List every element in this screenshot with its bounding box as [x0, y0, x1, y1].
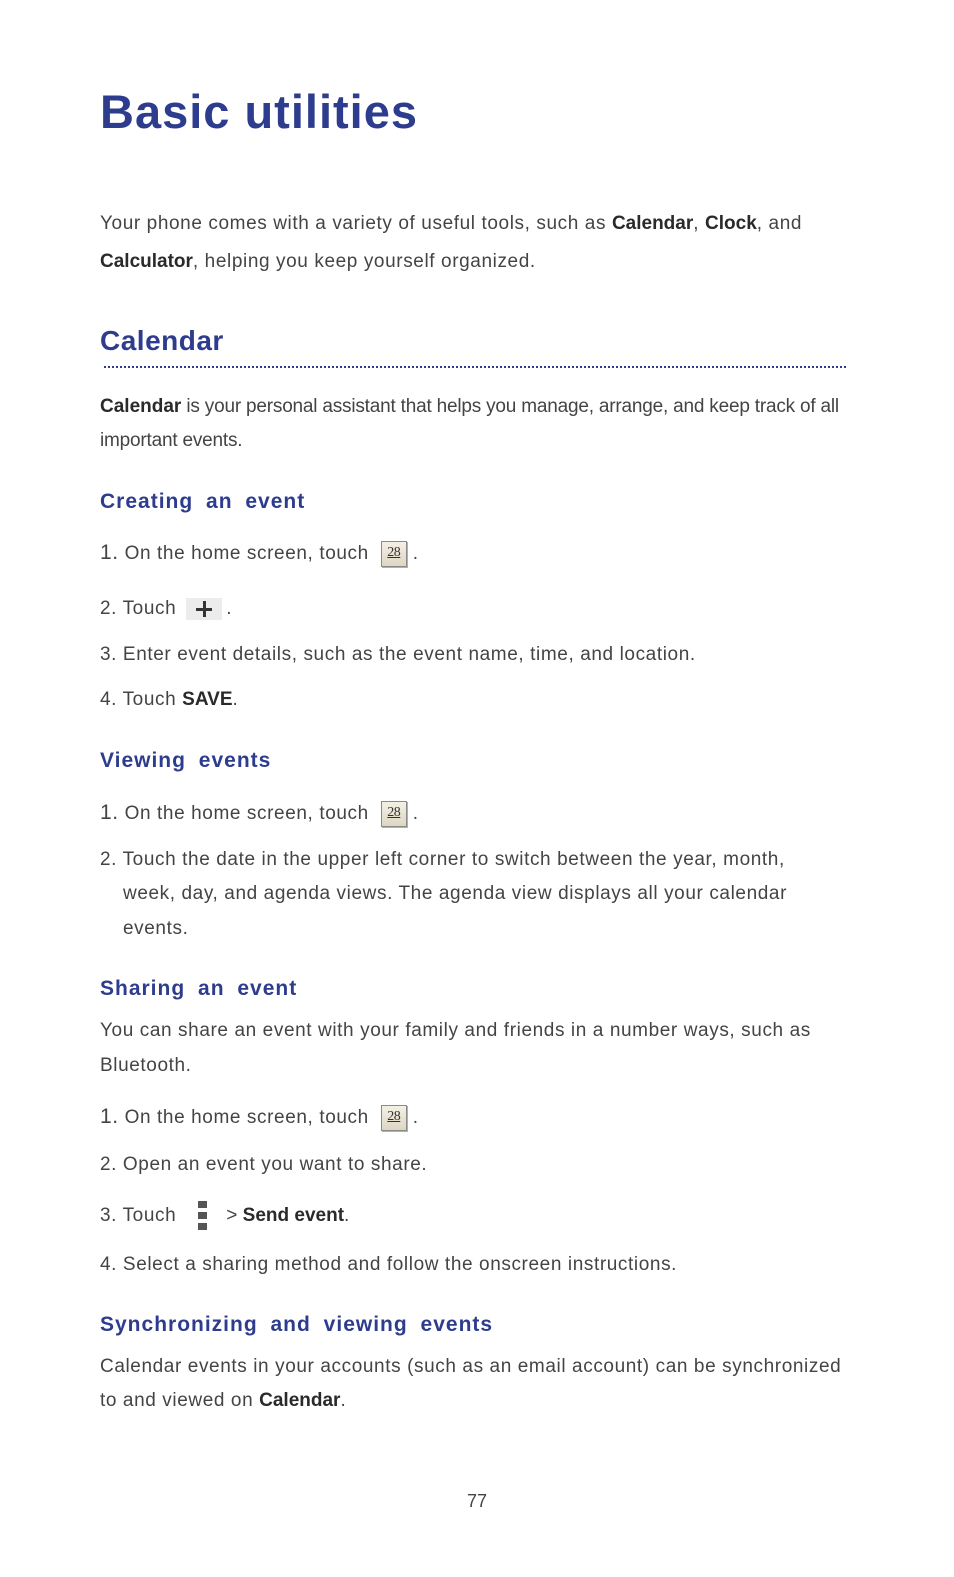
sharing-step-2: 2. Open an event you want to share. [100, 1154, 428, 1175]
viewing-step-2-line-1: 2. Touch the date in the upper left corner to switch between the year, month, [100, 849, 785, 870]
viewing-step-2-line-2: week, day, and agenda views. The agenda view displays all your calendar [123, 883, 787, 904]
sharing-step-1: 1. On the home screen, touch 28 . [100, 1105, 419, 1131]
heading-sharing-event: Sharing an event [100, 977, 298, 1000]
intro-line-2: Calculator, helping you keep yourself organized. [100, 251, 536, 272]
calendar-icon: 28 [381, 1105, 407, 1131]
creating-step-3: 3. Enter event details, such as the event name, time, and location. [100, 644, 696, 665]
sharing-description-line-2: Bluetooth. [100, 1055, 192, 1076]
intro-line-1: Your phone comes with a variety of useful tools, such as Calendar, Clock, and [100, 213, 803, 234]
heading-viewing-events: Viewing events [100, 749, 272, 772]
sharing-step-4: 4. Select a sharing method and follow the onscreen instructions. [100, 1254, 678, 1275]
sharing-description-line-1: You can share an event with your family and friends in a number ways, such as [100, 1020, 811, 1041]
page-number: 77 [466, 1491, 488, 1511]
creating-step-1: 1. On the home screen, touch 28 . [100, 541, 419, 567]
section-divider [104, 366, 846, 368]
heading-creating-event: Creating an event [100, 490, 306, 513]
heading-synchronizing-events: Synchronizing and viewing events [100, 1313, 494, 1336]
sync-description-line-1: Calendar events in your accounts (such as an email account) can be synchronized [100, 1356, 842, 1377]
calendar-description-line-1: Calendar is your personal assistant that helps you manage, arrange, and keep track of all [100, 396, 839, 417]
viewing-step-1: 1. On the home screen, touch 28 . [100, 801, 419, 827]
viewing-step-2-line-3: events. [123, 918, 189, 939]
section-heading-calendar: Calendar [100, 325, 224, 356]
calendar-description-line-2: important events. [100, 430, 243, 451]
calendar-icon: 28 [381, 541, 407, 567]
more-vertical-icon [198, 1201, 208, 1231]
calendar-icon: 28 [381, 801, 407, 827]
plus-icon [186, 598, 222, 620]
sync-description-line-2: to and viewed on Calendar. [100, 1390, 347, 1411]
page-title: Basic utilities [100, 85, 418, 138]
creating-step-4: 4. Touch SAVE. [100, 689, 239, 710]
creating-step-2: 2. Touch . [100, 598, 233, 620]
sharing-step-3: 3. Touch > Send event. [100, 1201, 350, 1231]
